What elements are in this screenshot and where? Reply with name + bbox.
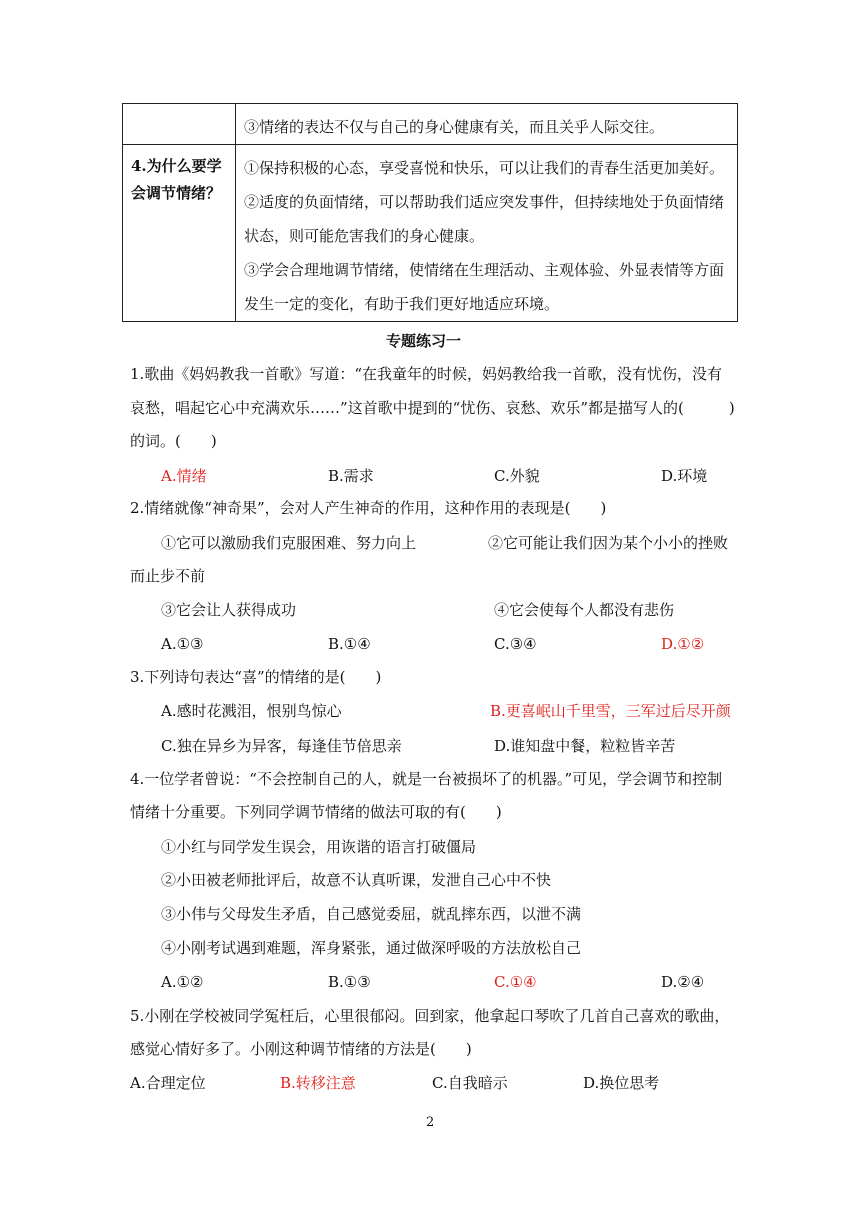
q3-option-b: B.更喜岷山千里雪，三军过后尽开颜 <box>490 702 731 720</box>
q1-stem-line3: 的词。( ) <box>130 432 217 450</box>
page-number: 2 <box>426 1115 435 1130</box>
q4-option-d: D.②④ <box>661 973 705 991</box>
q2-statement-1: ①它可以激励我们克服困难、努力向上 <box>161 534 417 552</box>
q3-option-c: C.独在异乡为异客，每逢佳节倍思亲 <box>161 737 402 755</box>
q3-option-a: A.感时花溅泪，恨别鸟惊心 <box>161 702 342 720</box>
q2-statement-3: ③它会让人获得成功 <box>161 601 297 619</box>
table-cell <box>236 145 738 322</box>
q1-option-d: D.环境 <box>661 467 708 485</box>
table-paragraph: ③学会合理地调节情绪，使情绪在生理活动、主观体验、外显表情等方面发生一定的变化，有助于我们更好地适应环境。 <box>244 261 725 313</box>
table-question: 4.为什么要学会调节情绪？ <box>131 157 222 202</box>
table-cell-empty <box>123 104 236 145</box>
q2-option-b: B.①④ <box>328 635 371 653</box>
q2-statement-4: ④它会使每个人都没有悲伤 <box>494 601 675 619</box>
table-paragraph: ①保持积极的心态，享受喜悦和快乐，可以让我们的青春生活更加美好。 <box>244 159 725 177</box>
table-cell <box>236 104 738 145</box>
q5-option-b: B.转移注意 <box>280 1074 356 1092</box>
q1-option-a: A.情绪 <box>161 467 207 485</box>
table-paragraph: ②适度的负面情绪，可以帮助我们适应突发事件，但持续地处于负面情绪状态，则可能危害我们的身心健康。 <box>244 193 725 245</box>
q2-option-c: C.③④ <box>494 635 537 653</box>
q1-option-b: B.需求 <box>328 467 374 485</box>
q5-stem-line2: 感觉心情好多了。小刚这种调节情绪的方法是( ) <box>130 1040 472 1058</box>
table-row <box>123 104 738 145</box>
q1-option-c: C.外貌 <box>494 467 540 485</box>
q3-stem: 3.下列诗句表达“喜”的情绪的是( ) <box>130 668 382 686</box>
q4-statement-1: ①小红与同学发生误会，用诙谐的语言打破僵局 <box>161 838 477 856</box>
section-title: 专题练习一 <box>386 332 462 350</box>
q2-statement-2: ②它可能让我们因为某个小小的挫败 <box>488 534 729 552</box>
q2-option-a: A.①③ <box>161 635 204 653</box>
q2-stem: 2.情绪就像“神奇果”，会对人产生神奇的作用，这种作用的表现是( ) <box>130 499 607 517</box>
q4-statement-4: ④小刚考试遇到难题，浑身紧张，通过做深呼吸的方法放松自己 <box>161 939 582 957</box>
q2-option-d: D.①② <box>661 635 705 653</box>
q2-statement-2-cont: 而止步不前 <box>130 567 206 585</box>
q4-statement-2: ②小田被老师批评后，故意不认真听课，发泄自己心中不快 <box>161 871 552 889</box>
q1-stem-line2: 哀愁，唱起它心中充满欢乐……”这首歌中提到的“忧伤、哀愁、欢乐”都是描写人的( ) <box>130 399 735 417</box>
q3-option-d: D.谁知盘中餐，粒粒皆辛苦 <box>494 737 676 755</box>
table-row <box>123 145 738 322</box>
knowledge-table <box>122 103 738 322</box>
q4-stem-line2: 情绪十分重要。下列同学调节情绪的做法可取的有( ) <box>130 803 502 821</box>
q1-stem-line1: 1.歌曲《妈妈教我一首歌》写道：“在我童年的时候，妈妈教给我一首歌，没有忧伤，没有 <box>130 365 722 383</box>
table-paragraph: ③情绪的表达不仅与自己的身心健康有关，而且关乎人际交往。 <box>244 118 665 136</box>
q4-option-a: A.①② <box>161 973 204 991</box>
q5-option-d: D.换位思考 <box>583 1074 660 1092</box>
q4-statement-3: ③小伟与父母发生矛盾，自己感觉委屈，就乱摔东西，以泄不满 <box>161 905 582 923</box>
q5-option-c: C.自我暗示 <box>432 1074 508 1092</box>
q5-stem-line1: 5.小刚在学校被同学冤枉后，心里很郁闷。回到家，他拿起口琴吹了几首自己喜欢的歌曲， <box>130 1007 730 1025</box>
q4-option-b: B.①③ <box>328 973 371 991</box>
q4-option-c: C.①④ <box>494 973 537 991</box>
q5-option-a: A.合理定位 <box>130 1074 206 1092</box>
q4-stem-line1: 4.一位学者曾说：“不会控制自己的人，就是一台被损坏了的机器。”可见，学会调节和控制 <box>130 770 723 788</box>
table-cell-question <box>123 145 236 322</box>
